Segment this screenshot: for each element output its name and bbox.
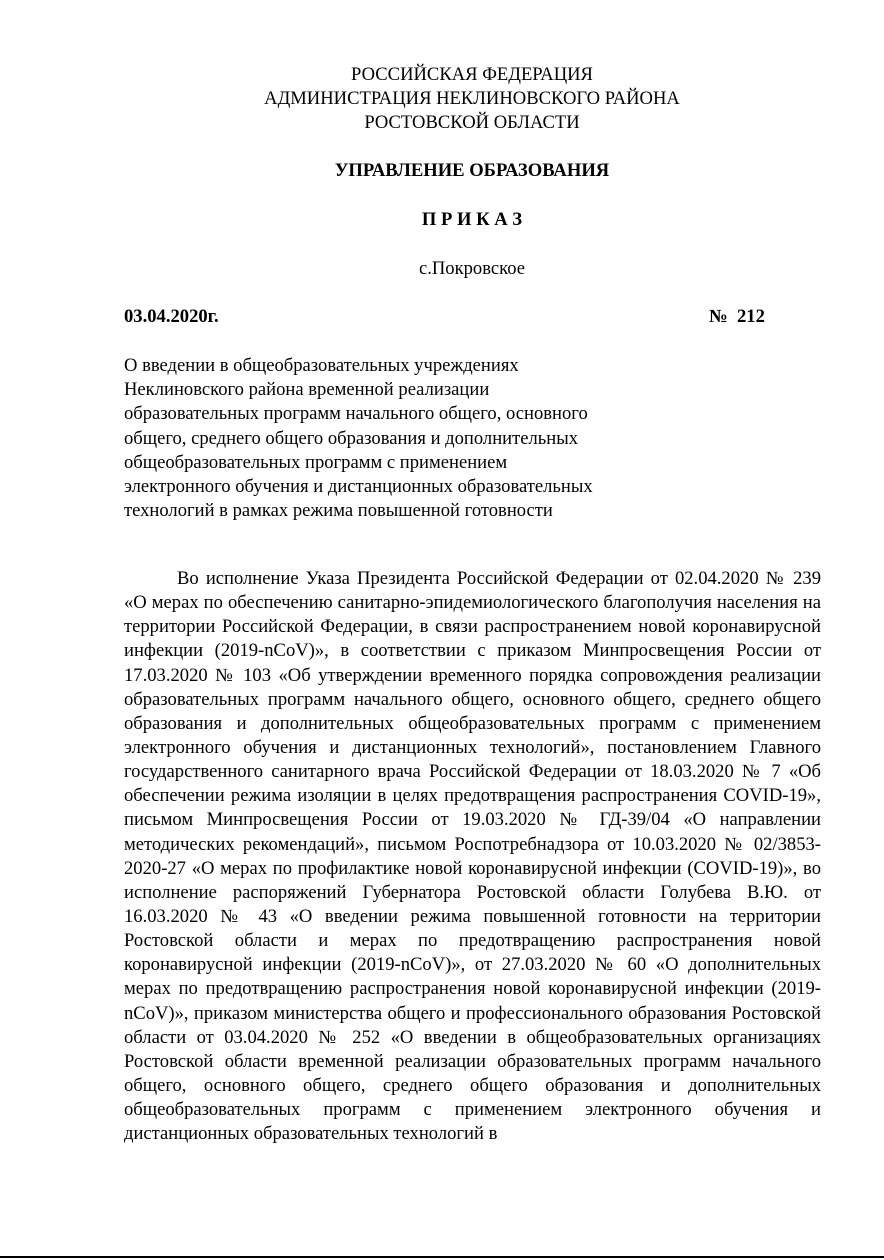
header-department: УПРАВЛЕНИЕ ОБРАЗОВАНИЯ xyxy=(334,160,610,181)
subject-line: технологий в рамках режима повышенной готовности xyxy=(124,500,553,522)
document-subject xyxy=(124,354,684,523)
header-country: РОССИЙСКАЯ ФЕДЕРАЦИЯ xyxy=(351,64,593,85)
subject-line: общего, среднего общего образования и дополнительных xyxy=(124,427,578,449)
document-number: № 212 xyxy=(709,306,765,327)
document-place: с.Покровское xyxy=(418,258,526,279)
page-bottom-divider xyxy=(0,1256,884,1258)
subject-line: общеобразовательных программ с применением xyxy=(124,451,508,473)
body-paragraph: Во исполнение Указа Президента Российской Федерации от 02.04.2020 № 239 «О мерах по обеспечению санитарно-эпидемиологического благополучия населения на территории Российской Федерации, в связи распространением новой коронавирусной инфекции (2019-nCoV)», в соответствии с приказом Минпросвещения России от 17.03.2020 № 103 «Об утверждении временного порядка сопровождения реализации образовательных программ начального общего, основного общего, среднего общего образования и дополнительных общеобразовательных программ с применением электронного обучения и дистанционных технологий», постановлением Главного государственного санитарного врача Российской Федерации от 18.03.2020 № 7 «Об обеспечении режима изоляции в целях предотвращения распространения COVID-19», письмом Минпросвещения России от 19.03.2020 № ГД-39/04 «О направлении методических рекомендаций», письмом Роспотребнадзора от 10.03.2020 № 02/3853-2020-27 «О мерах по профилактике новой коронавирусной инфекции (COVID-19)», во исполнение распоряжений Губернатора Ростовской области Голубева В.Ю. от 16.03.2020 № 43 «О введении режима повышенной готовности на территории Ростовской области и мерах по предотвращению распространения новой коронавирусной инфекции (2019-nCoV)», от 27.03.2020 № 60 «О дополнительных мерах по предотвращению распространения новой коронавирусной инфекции (2019-nCoV)», приказом министерства общего и профессионального образования Ростовской области от 03.04.2020 № 252 «О введении в общеобразовательных организациях Ростовской области временной реализации образовательных программ начального общего, основного общего, среднего общего образования и дополнительных общеобразовательных программ с применением электронного обучения и дистанционных образовательных технологий в xyxy=(124,568,821,1145)
document-date: 03.04.2020г. xyxy=(124,306,219,327)
header-administration: АДМИНИСТРАЦИЯ НЕКЛИНОВСКОГО РАЙОНА xyxy=(264,88,680,109)
header-region: РОСТОВСКОЙ ОБЛАСТИ xyxy=(364,112,580,133)
subject-line: О введении в общеобразовательных учреждениях xyxy=(124,355,519,376)
subject-line: Неклиновского района временной реализации xyxy=(124,379,490,401)
subject-line: образовательных программ начального общего, основного xyxy=(124,403,588,425)
document-type-title: П Р И К А З xyxy=(421,209,523,230)
subject-line: электронного обучения и дистанционных образовательных xyxy=(124,476,593,498)
